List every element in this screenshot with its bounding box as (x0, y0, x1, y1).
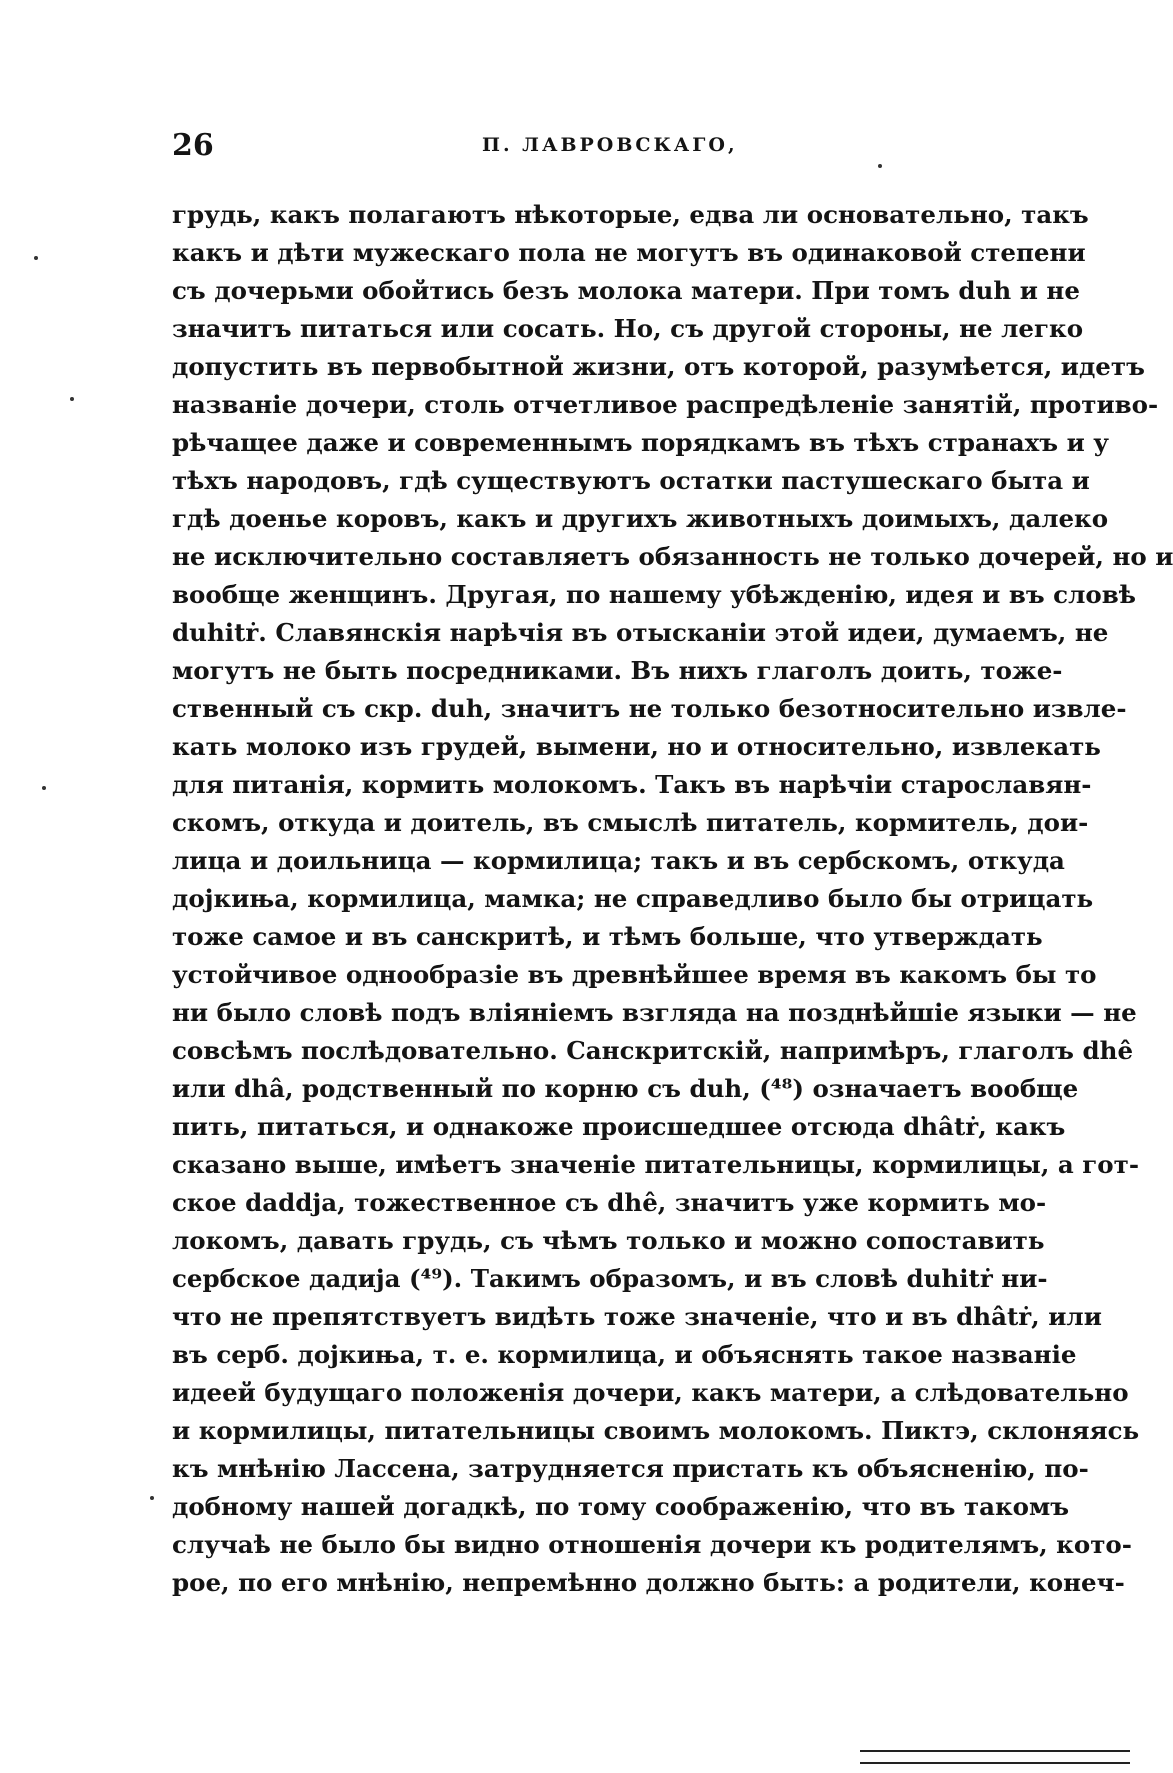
scan-rule-line (860, 1762, 1130, 1764)
text-line: грудь, какъ полагаютъ нѣкоторые, едва ли основательно, такъ (172, 200, 1089, 229)
text-line: рое, по его мнѣнію, непремѣнно должно быть: а родители, конеч- (172, 1568, 1125, 1597)
text-line: рѣчащее даже и современнымъ порядкамъ въ тѣхъ странахъ и у (172, 428, 1109, 457)
text-line: сербское дадија (⁴⁹). Такимъ образомъ, и въ словѣ duhitṙ ни- (172, 1264, 1048, 1293)
running-head: П. ЛАВРОВСКАГО, (482, 134, 738, 156)
text-line: допустить въ первобытной жизни, отъ которой, разумѣется, идетъ (172, 352, 1145, 381)
text-line: лица и доильница — кормилица; такъ и въ сербскомъ, откуда (172, 846, 1065, 875)
scan-rule-line (860, 1750, 1130, 1752)
text-line: пить, питаться, и однакоже происшедшее отсюда dhâtṙ, какъ (172, 1112, 1066, 1141)
text-line: ственный съ скр. duh, значитъ не только безотносительно извле- (172, 694, 1127, 723)
text-line: значитъ питаться или сосать. Но, съ другой стороны, не легко (172, 314, 1084, 343)
page-header (172, 128, 1012, 172)
text-line: устойчивое однообразіе въ древнѣйшее время въ какомъ бы то (172, 960, 1097, 989)
text-line: локомъ, давать грудь, съ чѣмъ только и можно сопоставить (172, 1226, 1045, 1255)
text-line: не исключительно составляетъ обязанность не только дочерей, но и (172, 542, 1173, 571)
scan-speck (42, 786, 46, 790)
text-line: вообще женщинъ. Другая, по нашему убѣжденію, идея и въ словѣ (172, 580, 1136, 609)
page-number: 26 (172, 128, 214, 163)
text-line: добному нашей догадкѣ, по тому соображенію, что въ такомъ (172, 1492, 1070, 1521)
text-line: сказано выше, имѣетъ значеніе питательницы, кормилицы, а гот- (172, 1150, 1139, 1179)
text-line: какъ и дѣти мужескаго пола не могутъ въ одинаковой степени (172, 238, 1086, 267)
text-line: тоже самое и въ санскритѣ, и тѣмъ больше, что утверждать (172, 922, 1043, 951)
text-line: названіе дочери, столь отчетливое распредѣленіе занятій, противо- (172, 390, 1159, 419)
text-line: скомъ, откуда и доитель, въ смыслѣ питатель, кормитель, дои- (172, 808, 1089, 837)
text-line: идеей будущаго положенія дочери, какъ матери, а слѣдовательно (172, 1378, 1129, 1407)
text-line: совсѣмъ послѣдовательно. Санскритскій, напримѣръ, глаголъ dhê (172, 1036, 1134, 1065)
text-line: ни было словѣ подъ вліяніемъ взгляда на позднѣйшіе языки — не (172, 998, 1137, 1027)
text-line: ское daddja, тожественное съ dhê, значитъ уже кормить мо- (172, 1188, 1047, 1217)
text-line: въ серб. дојкиња, т. е. кормилица, и объяснять такое названіе (172, 1340, 1077, 1369)
text-line: кать молоко изъ грудей, вымени, но и относительно, извлекать (172, 732, 1101, 761)
text-line: дојкиња, кормилица, мамка; не справедливо было бы отрицать (172, 884, 1094, 913)
scan-speck (150, 1496, 154, 1500)
scan-speck (878, 164, 882, 168)
text-line: duhitṙ. Славянскія нарѣчія въ отысканіи этой идеи, думаемъ, не (172, 618, 1109, 647)
text-line: и кормилицы, питательницы своимъ молокомъ. Пиктэ, склоняясь (172, 1416, 1140, 1445)
text-line: съ дочерьми обойтись безъ молока матери. При томъ duh и не (172, 276, 1080, 305)
text-line: для питанія, кормить молокомъ. Такъ въ нарѣчіи старославян- (172, 770, 1092, 799)
text-line: могутъ не быть посредниками. Въ нихъ глаголъ доить, тоже- (172, 656, 1063, 685)
scan-speck (34, 256, 38, 260)
text-line: случаѣ не было бы видно отношенія дочери къ родителямъ, кото- (172, 1530, 1132, 1559)
text-line: что не препятствуетъ видѣть тоже значеніе, что и въ dhâtṙ, или (172, 1302, 1102, 1331)
scan-speck (70, 397, 74, 401)
text-line: гдѣ доенье коровъ, какъ и другихъ животныхъ доимыхъ, далеко (172, 504, 1109, 533)
text-line: къ мнѣнію Лассена, затрудняется пристать къ объясненію, по- (172, 1454, 1089, 1483)
body-text (172, 196, 1173, 1602)
text-line: тѣхъ народовъ, гдѣ существуютъ остатки пастушескаго быта и (172, 466, 1090, 495)
text-line: или dhâ, родственный по корню съ duh, (⁴⁸) означаетъ вообще (172, 1074, 1079, 1103)
